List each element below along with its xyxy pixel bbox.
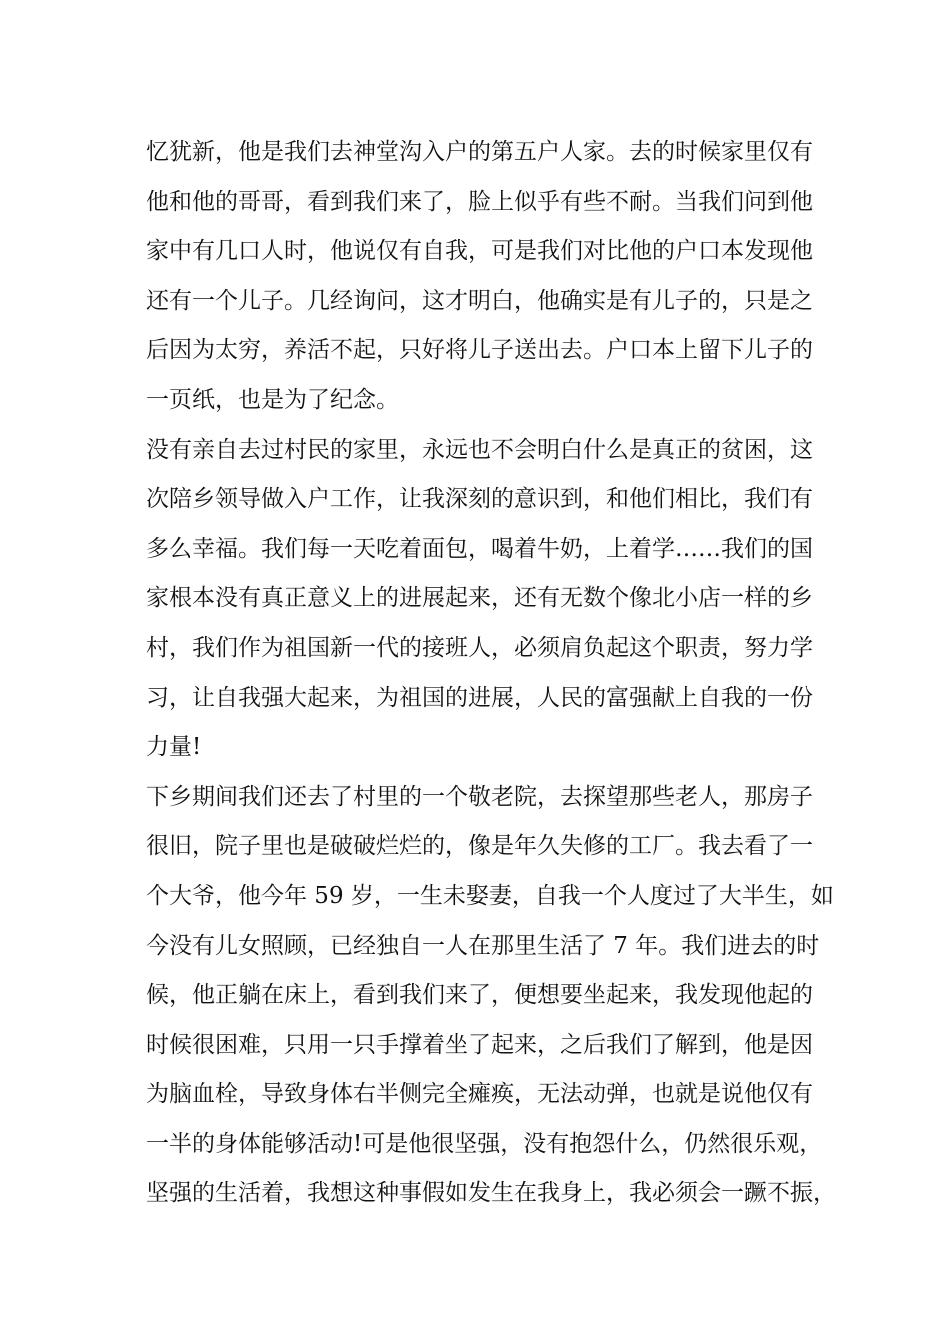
text-line: 时候很困难，只用一只手撑着坐了起来，之后我们了解到，他是因 — [146, 1031, 813, 1058]
text-line: 还有一个儿子。几经询问，这才明白，他确实是有儿子的，只是之 — [146, 287, 813, 314]
text-line: 一页纸，也是为了纪念。 — [146, 386, 399, 413]
text-line: 今没有儿女照顾，已经独自一人在那里生活了 7 年。我们进去的时 — [146, 932, 820, 959]
text-line: 多么幸福。我们每一天吃着面包，喝着牛奶，上着学……我们的国 — [146, 535, 813, 562]
text-line: 忆犹新，他是我们去神堂沟入户的第五户人家。去的时候家里仅有 — [146, 139, 813, 165]
text-line: 次陪乡领导做入户工作，让我深刻的意识到，和他们相比，我们有 — [146, 486, 813, 513]
text-line: 没有亲自去过村民的家里，永远也不会明白什么是真正的贫困，这 — [146, 436, 813, 463]
text-line: 坚强的生活着，我想这种事假如发生在我身上，我必须会一蹶不振， — [146, 1180, 836, 1207]
text-line: 一半的身体能够活动!可是他很坚强，没有抱怨什么，仍然很乐观， — [146, 1130, 823, 1157]
text-line: 下乡期间我们还去了村里的一个敬老院，去探望那些老人，那房子 — [146, 783, 813, 810]
text-line: 村，我们作为祖国新一代的接班人，必须肩负起这个职责，努力学 — [146, 634, 813, 661]
text-line: 习，让自我强大起来，为祖国的进展，人民的富强献上自我的一份 — [146, 684, 813, 711]
text-line: 家根本没有真正意义上的进展起来，还有无数个像北小店一样的乡 — [146, 585, 813, 612]
text-line: 他和他的哥哥，看到我们来了，脸上似乎有些不耐。当我们问到他 — [146, 188, 813, 215]
body-text — [146, 128, 836, 1219]
text-line: 很旧，院子里也是破破烂烂的，像是年久失修的工厂。我去看了一 — [146, 833, 813, 860]
text-line: 后因为太穷，养活不起，只好将儿子送出去。户口本上留下儿子的 — [146, 337, 813, 364]
text-line: 为脑血栓，导致身体右半侧完全瘫痪，无法动弹，也就是说他仅有 — [146, 1081, 813, 1108]
text-line: 力量! — [146, 734, 202, 761]
text-line: 候，他正躺在床上，看到我们来了，便想要坐起来，我发现他起的 — [146, 982, 813, 1009]
text-line: 家中有几口人时，他说仅有自我，可是我们对比他的户口本发现他 — [146, 238, 813, 265]
text-line: 个大爷，他今年 59 岁，一生未娶妻，自我一个人度过了大半生，如 — [146, 882, 834, 909]
